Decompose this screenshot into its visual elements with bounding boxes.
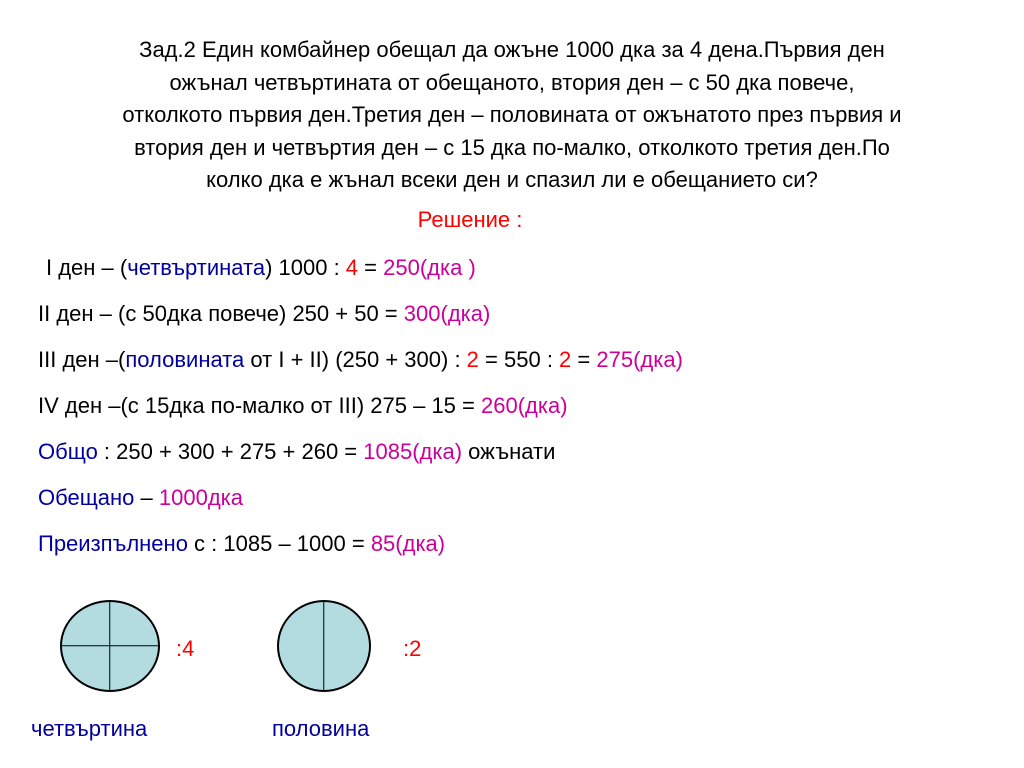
day3-divisor: 2 <box>466 347 479 372</box>
problem-line: колко дка е жънал всеки ден и спазил ли е обещанието си? <box>206 167 818 192</box>
day2-text: II ден – (с 50дка повече) 250 + 50 = <box>38 301 404 326</box>
day1-text: ) 1000 : <box>265 255 346 280</box>
day3-line <box>38 347 683 373</box>
day1-result: 250(дка ) <box>383 255 476 280</box>
quarter-label: :4 <box>176 636 195 661</box>
overfulfilled-line <box>38 531 445 557</box>
problem-line: отколкото първия ден.Третия ден – половината от ожънатото през първия и <box>122 102 902 127</box>
total-result: 1085(дка) <box>363 439 463 464</box>
solution-heading: Решение : <box>417 207 523 232</box>
promised-keyword: Обещано <box>38 485 135 510</box>
day4-line <box>38 393 568 419</box>
day3-text: = 550 : <box>478 347 560 372</box>
half-vertical-divider <box>323 602 324 690</box>
promised-dash: – <box>134 485 159 510</box>
overfulfilled-text: с : 1085 – 1000 = <box>187 531 371 556</box>
half-label: :2 <box>403 636 422 661</box>
total-suffix: ожънати <box>462 439 556 464</box>
half-caption: половина <box>272 716 370 741</box>
promised-result: 1000дка <box>158 485 244 510</box>
day3-equals: = <box>571 347 597 372</box>
problem-line: ожънал четвъртината от обещаното, втория ден – с 50 дка повече, <box>169 69 855 95</box>
day1-equals: = <box>358 255 384 280</box>
day4-text: IV ден –(с 15дка по-малко от III) 275 – 15 = <box>38 393 481 418</box>
day3-divisor: 2 <box>559 347 572 372</box>
promised-line <box>38 485 243 511</box>
problem-line: Зад.2 Един комбайнер обещал да ожъне 1000 дка за 4 дена.Първия ден <box>139 37 885 62</box>
total-text: : 250 + 300 + 275 + 260 = <box>97 439 364 464</box>
quarter-circle-diagram <box>60 600 160 692</box>
day3-text: от I + II) (250 + 300) : <box>244 347 467 372</box>
half-circle-diagram <box>277 600 371 692</box>
quarter-horizontal-divider <box>62 645 158 646</box>
quarter-caption: четвъртина <box>31 716 148 741</box>
day1-divisor: 4 <box>345 255 359 280</box>
total-line <box>38 439 555 465</box>
total-keyword: Общо <box>38 439 98 464</box>
day3-text: III ден –( <box>38 347 126 372</box>
day1-line <box>46 255 476 281</box>
day2-line <box>38 301 490 327</box>
day3-result: 275(дка) <box>596 347 683 372</box>
problem-statement <box>40 34 984 197</box>
day2-result: 300(дка) <box>403 301 491 326</box>
day1-text: I ден – ( <box>46 255 128 280</box>
day3-keyword: половината <box>125 347 245 372</box>
day1-keyword: четвъртината <box>127 255 266 280</box>
overfulfilled-result: 85(дка) <box>370 531 446 556</box>
day4-result: 260(дка) <box>481 393 568 418</box>
overfulfilled-keyword: Преизпълнено <box>38 531 188 556</box>
problem-line: втория ден и четвъртия ден – с 15 дка по-малко, отколкото третия ден.По <box>134 134 890 160</box>
